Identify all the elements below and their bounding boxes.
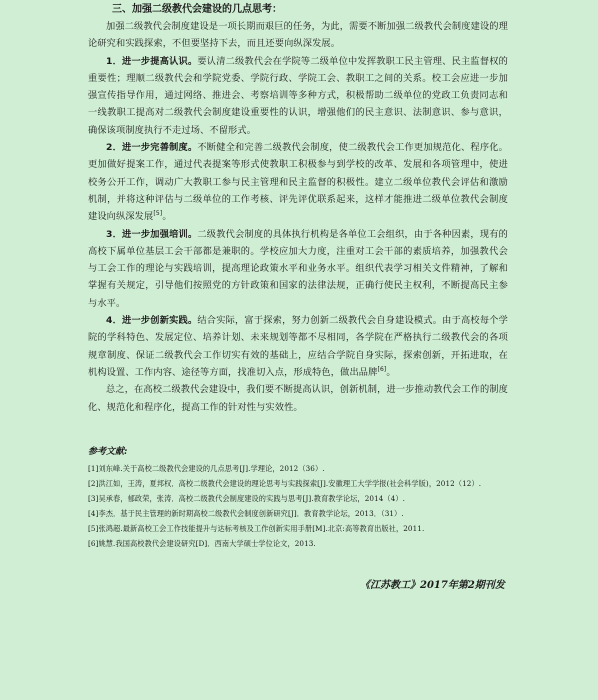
reference-item: [6]姚慧.我国高校教代会建设研究[D]．西南大学硕士学位论文，2013.: [88, 539, 316, 548]
reference-item: [2]洪江如，王涛，夏邦权．高校二级教代会建设的理论思考与实践探索[J].安徽理工大学学报(社会科学版)，2012（12）.: [88, 479, 482, 488]
citation-mark: [5]: [153, 210, 163, 218]
point-tail-4: 。: [386, 366, 396, 378]
point-body-2: 不断健全和完善二级教代会制度，使二级教代会工作更加规范化、程序化。更加做好提案工作，通过代表提案等形式使教职工积极参与到学校的改革、发展和各项管理中，使进校务公开工作，调动广大教职工参与民主管理和民主监督的积极性。建立二级单位教代会评估和激励机制，并将这种评估与二级单位的工作考核、评先评优联系起来，这样才能推进二级单位教代会制度建设向纵深发展: [88, 142, 508, 223]
reference-item: [3]吴承春，郁政荣，张涛．高校二级教代会制度建设的实践与思考[J].教育教学论坛，2014（4）.: [88, 494, 406, 503]
intro-paragraph: 加强二级教代会制度建设是一项长期而艰巨的任务，为此，需要不断加强二级教代会制度建设的理论研究和实践探索，不但要坚持下去，而且还要向纵深发展。: [88, 21, 508, 50]
point-paragraph-4: [88, 312, 508, 381]
reference-item: [5]张鸿超.最新高校工会工作技能提升与达标考核及工作创新实用手册[M].北京:高等教育出版社，2011.: [88, 524, 425, 533]
publication-note: 《江苏教工》2017年第2期刊发: [360, 580, 505, 591]
citation-mark: [6]: [377, 365, 387, 373]
point-lead-1: 1．进一步提高认识。: [106, 55, 198, 67]
conclusion-paragraph: 总之，在高校二级教代会建设中，我们要不断提高认识，创新机制，进一步推动教代会工作的制度化、规范化和程序化，提高工作的针对性与实效性。: [88, 384, 508, 413]
point-paragraph-2: [88, 139, 508, 225]
section-heading: 三、加强二级教代会建设的几点思考：: [112, 4, 282, 15]
point-body-4: 结合实际，富于探索，努力创新二级教代会自身建设模式。由于高校每个学院的学科特色、发展定位、培养计划、未来规划等都不尽相同，各学院在严格执行二级教代会的各项规章制度、保证二级教代会工作切实有效的基础上，应结合学院自身实际，探索创新，开拓进取，在机构设置、工作内容、途径等方面，找准切入点，形成特色，做出品牌: [88, 315, 508, 378]
point-lead-4: 4．进一步创新实践。: [106, 315, 198, 327]
article-body: [88, 3, 508, 416]
reference-item: [4]李杰．基于民主管理的新时期高校二级教代会制度创新研究[J]．教育教学论坛，2013．（31）.: [88, 509, 404, 518]
reference-item: [1]刘东峰.关于高校二级教代会建设的几点思考[J].学理论，2012（36）.: [88, 464, 325, 473]
point-body-3: 二级教代会制度的具体执行机构是各单位工会组织，由于各种因素，现有的高校下属单位基层工会干部都是兼职的。学校应加大力度，注重对工会干部的素质培养，加强教代会与工会工作的理论与实践培训，提高理论政策水平和业务水平。组织代表学习相关文件精神，了解和掌握有关规定，引导他们按照党的方针政策和国家的法律法规，正确行使民主权利，不断提高民主参与水平。: [88, 228, 508, 309]
point-body-1: 要认清二级教代会在学院等二级单位中发挥教职工民主管理、民主监督权的重要性；理顺二级教代会和学院党委、学院行政、学院工会、教职工之间的关系。校工会应进一步加强宣传指导作用，通过网络、推进会、考察培训等多种方式，积极帮助二级单位的党政工负责同志和一线教职工提高对二级教代会制度建设重要性的认识，增强他们的民主意识、法制意识、参与意识，确保该项制度执行不走过场、不留形式。: [88, 55, 508, 136]
point-lead-3: 3．进一步加强培训。: [106, 228, 198, 240]
point-paragraph-3: [88, 226, 508, 312]
point-paragraph-1: [88, 53, 508, 139]
point-tail-2: 。: [162, 211, 172, 223]
references-title: 参考文献:: [88, 447, 128, 457]
references-section: [88, 444, 518, 551]
point-lead-2: 2．进一步完善制度。: [106, 142, 198, 154]
